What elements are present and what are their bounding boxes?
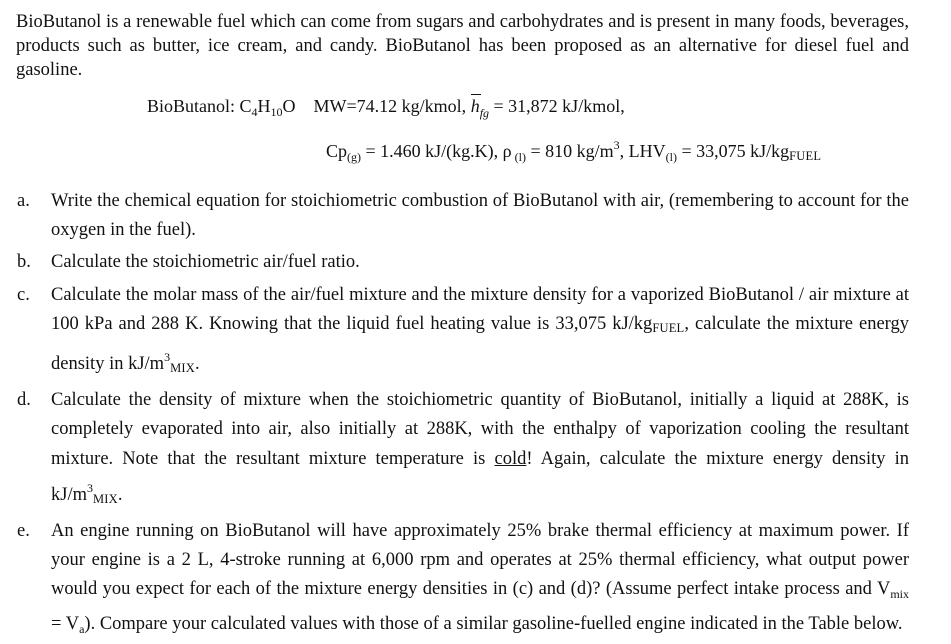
lower-heating-value: $LHV_{(l)} = 33,075$ kJ/kgFUEL xyxy=(628,141,822,164)
properties-line-2 xyxy=(16,129,923,173)
intro-paragraph: BioButanol is a renewable fuel which can come from sugars and carbohydrates and is present in many foods, beverages, products such as butter, ice cream, and candy. BioButanol has been proposed as an alternative for diesel fuel and gasoline. xyxy=(16,12,909,80)
chemical-formula: $C_4H_{10}O$ xyxy=(239,96,296,119)
question-letter: a. xyxy=(17,191,30,211)
question-c xyxy=(16,281,909,384)
emphasis-cold: cold xyxy=(494,448,527,469)
question-text: Write the chemical equation for stoichiometric combustion of BioButanol with air, (remembering to account for the oxygen in the fuel). xyxy=(51,191,909,241)
question-list xyxy=(16,187,909,644)
liquid-density: ρ $_{(l)}$ = 810 $kg/m^3$, xyxy=(502,138,629,164)
question-d xyxy=(16,386,909,514)
properties-line-1 xyxy=(16,90,923,129)
question-text: Calculate the molar mass of the air/fuel mixture and the mixture density for a vaporized BioButanol / air mixture at 100 kPa and 288 K. Knowing that the liquid fuel heating value is 33,075 kJ/kgFUEL, calculate the mixture energy density in $kJ/m^3MIX$. xyxy=(51,284,909,376)
enthalpy-vaporization: $h_{fg} = 31,872$ kJ/kmol, xyxy=(470,96,625,120)
question-b xyxy=(16,248,909,277)
question-letter: c. xyxy=(17,284,30,305)
question-text: Calculate the density of mixture when the stoichiometric quantity of BioButanol, initially a liquid at 288K, is completely evaporated into air, also initially at 288K, with the enthalpy of vaporization cooling the resultant mixture. Note that the resultant mixture temperature is cold! Again, calculate the mixture energy density in $kJ/m^3MIX$. xyxy=(51,390,909,506)
question-letter: e. xyxy=(17,521,30,542)
question-letter: d. xyxy=(17,390,31,411)
question-text: An engine running on BioButanol will have approximately 25% brake thermal efficiency at maximum power. If your engine is a 2 L, 4-stroke running at 6,000 rpm and operates at 25% thermal efficiency, what output power would you expect for each of the mixture energy densities in (c) and (d)? (Assume perfect intake process and $V_{mix} = V_a$). Compare your calculated values with those of a similar gasoline-fuelled engine indicated in the Table below. xyxy=(51,521,909,636)
question-letter: b. xyxy=(17,252,31,273)
question-text: Calculate the stoichiometric air/fuel ratio. xyxy=(51,252,360,273)
fuel-label: BioButanol: xyxy=(147,96,240,116)
specific-heat: $Cp_{(g)} = 1.460$ kJ/(kg.K), xyxy=(326,141,503,164)
molar-mass: MW=74.12 kg/kmol, xyxy=(313,96,471,116)
fuel-properties xyxy=(16,90,923,173)
question-a xyxy=(16,187,909,245)
